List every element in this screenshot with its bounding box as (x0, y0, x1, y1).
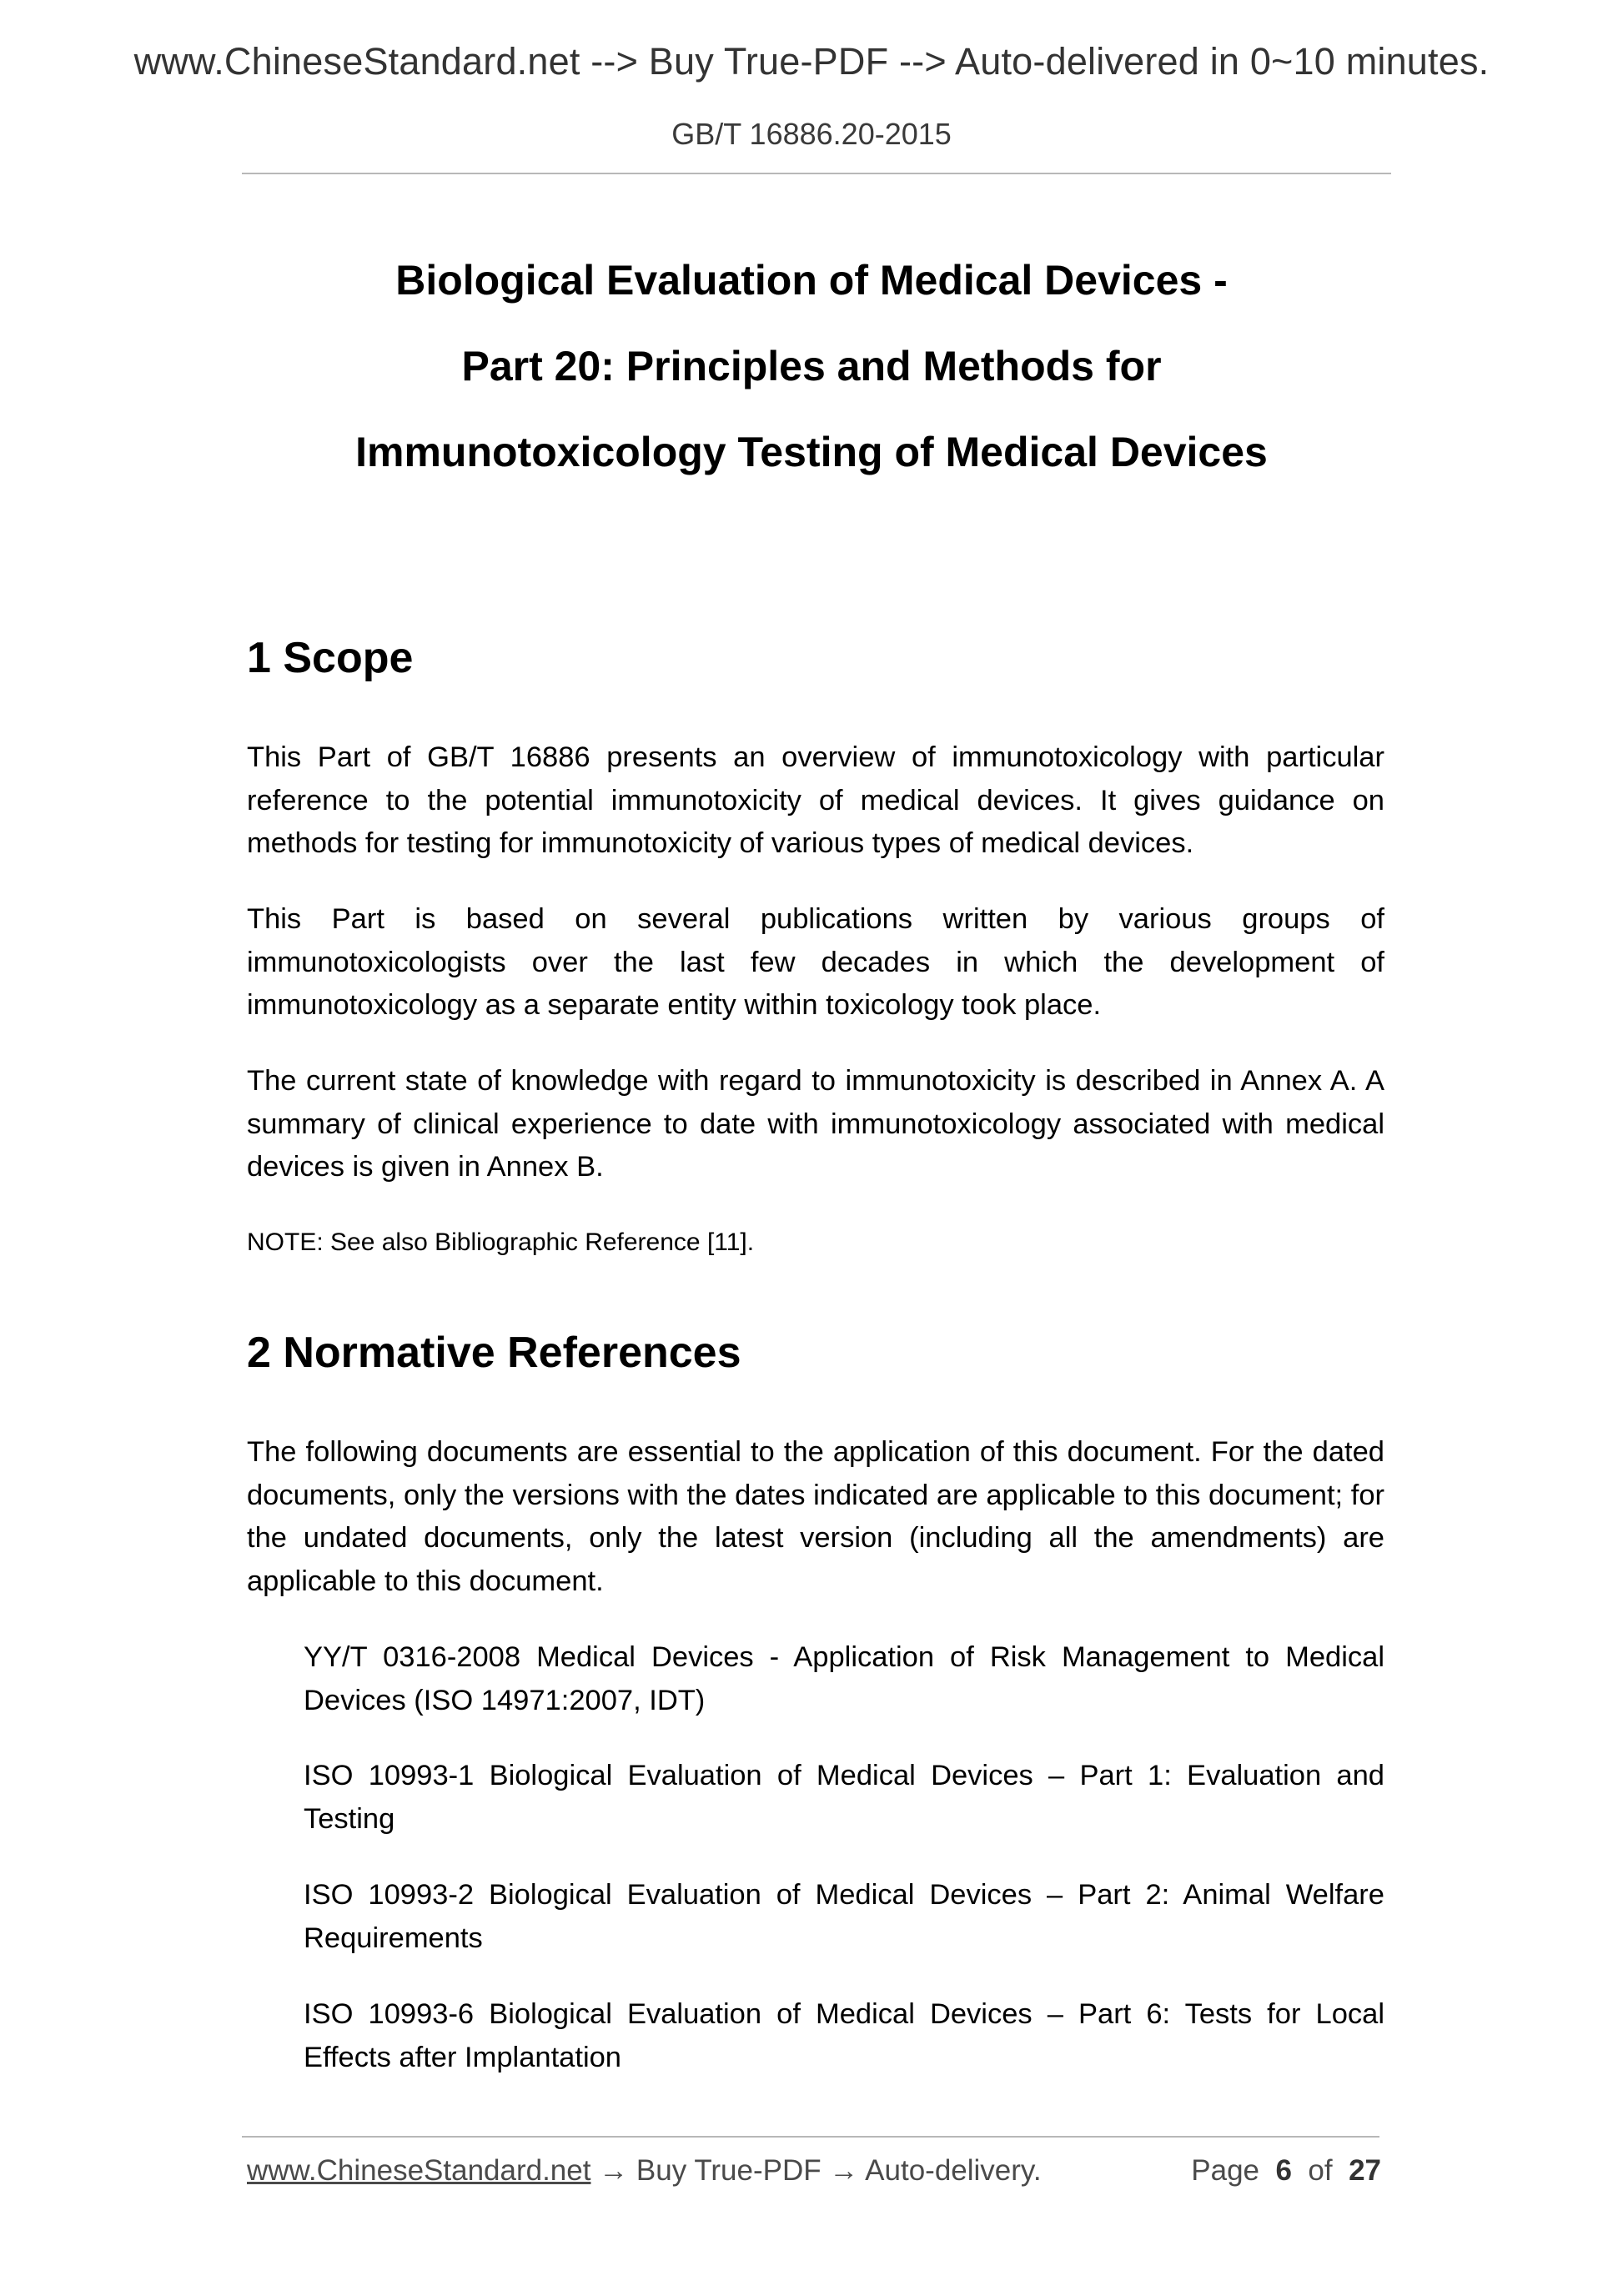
scope-body (247, 1060, 1384, 1189)
of-label: of (1308, 2154, 1333, 2187)
page-footer (247, 2154, 1381, 2188)
reference-entry (247, 1755, 1384, 1841)
reference-entry (247, 1636, 1384, 1722)
reference-item: YY/T 0316-2008 Medical Devices - Application of Risk Management to Medical Devices (ISO 14971:2007, IDT) (304, 1641, 1384, 1716)
scope-note (247, 1226, 1384, 1259)
title-line-1: Biological Evaluation of Medical Devices - (395, 257, 1228, 304)
page-label: Page (1191, 2154, 1260, 2187)
header-divider (242, 173, 1391, 174)
scope-paragraph: The current state of knowledge with regard to immunotoxicity is described in Annex A. A summary of clinical experience to date with immunotoxicology associated with medical devices is given in Annex B. (247, 1065, 1384, 1183)
current-page-number: 6 (1275, 2154, 1292, 2187)
title-line-2: Part 20: Principles and Methods for (461, 343, 1162, 389)
total-page-count: 27 (1349, 2154, 1381, 2187)
reference-item: ISO 10993-1 Biological Evaluation of Medical Devices – Part 1: Evaluation and Testing (304, 1760, 1384, 1835)
section-heading-scope: 1 Scope (247, 634, 414, 682)
standard-code: GB/T 16886.20-2015 (671, 117, 952, 151)
normative-intro (247, 1431, 1384, 1603)
reference-item: ISO 10993-2 Biological Evaluation of Medical Devices – Part 2: Animal Welfare Requirements (304, 1879, 1384, 1954)
reference-item: ISO 10993-6 Biological Evaluation of Medical Devices – Part 6: Tests for Local Effects after Implantation (304, 1998, 1384, 2073)
scope-paragraph: This Part is based on several publications written by various groups of immunotoxicologists over the last few decades in which the development of immunotoxicology as a separate entity within toxicology took place. (247, 903, 1384, 1021)
scope-body (247, 736, 1384, 866)
reference-entry (247, 1874, 1384, 1960)
top-banner: www.ChineseStandard.net --> Buy True-PDF --> Auto-delivered in 0~10 minutes. (133, 40, 1490, 83)
title-line-3: Immunotoxicology Testing of Medical Devices (355, 429, 1268, 475)
reference-entry (247, 1993, 1384, 2079)
section-normative-references (247, 1328, 1384, 1378)
footer-website-link[interactable]: www.ChineseStandard.net (247, 2154, 591, 2187)
section-scope (247, 633, 1384, 683)
normative-intro-paragraph: The following documents are essential to the application of this document. For the dated documents, only the versions with the dates indicated are applicable to this document; for the undated documents, only the latest version (including all the amendments) are applicable to this document. (247, 1436, 1384, 1597)
section-heading-normative-references: 2 Normative References (247, 1329, 741, 1377)
document-title (0, 238, 1623, 495)
note-text: NOTE: See also Bibliographic Reference [11]. (247, 1228, 755, 1256)
page-indicator (1191, 2154, 1381, 2188)
footer-tagline: → Buy True-PDF → Auto-delivery. (590, 2154, 1042, 2187)
footer-divider (242, 2136, 1379, 2138)
scope-paragraph: This Part of GB/T 16886 presents an overview of immunotoxicology with particular reference to the potential immunotoxicity of medical devices. It gives guidance on methods for testing for immunotoxicity of various types of medical devices. (247, 741, 1384, 859)
scope-body (247, 898, 1384, 1027)
